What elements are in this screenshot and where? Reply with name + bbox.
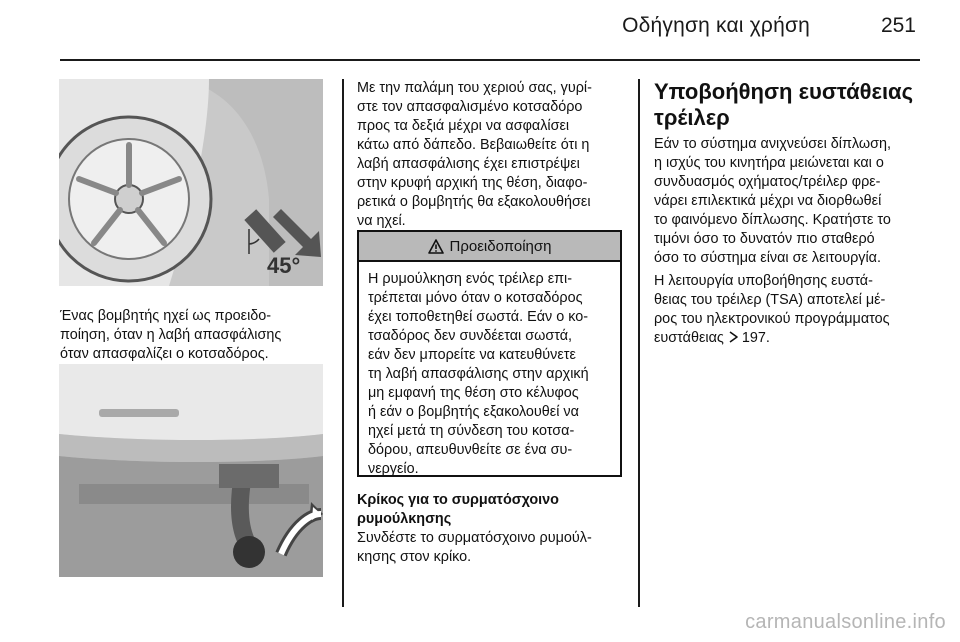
figure-caption: Ένας βομβητής ηχεί ως προειδο- ποίηση, όταν η λαβή απασφάλισης όταν απασφαλίζει ο κοτσαδόρος. [60, 308, 282, 362]
header-rule [60, 59, 920, 61]
figure-release-handle-drawing [59, 79, 323, 286]
page-number: 251 [880, 14, 916, 37]
tsa-heading: Υποβοήθηση ευστάθειας τρέιλερ [654, 79, 914, 130]
warning-triangle-icon [428, 239, 444, 254]
warning-box [357, 230, 622, 477]
figure-angle-label: 45° [267, 253, 301, 278]
tsa-paragraph-2 [654, 272, 934, 348]
page-reference-icon [728, 331, 739, 343]
towing-eye-heading: Κρίκος για το συρματόσχοινο ρυμούλκησης [357, 492, 559, 527]
warning-header [359, 232, 620, 262]
towing-eye-text: Συνδέστε το συρματόσχοινο ρυμούλ- κησης στον κρίκο. [357, 530, 592, 565]
figure-tow-hitch [59, 364, 323, 577]
tsa-paragraph-2-text: Η λειτουργία υποβοήθησης ευστά- θειας του τρέιλερ (TSA) αποτελεί μέ- ρος του ηλεκτρονικού προγράμματος ευστάθειας [654, 273, 890, 346]
tsa-reference-page[interactable]: 197. [741, 330, 770, 346]
column-divider-right [638, 79, 640, 607]
watermark: carmanualsonline.info [745, 611, 946, 633]
middle-intro-text: Με την παλάμη του χεριού σας, γυρί- στε τον απασφαλισμένο κοτσαδόρο προς τα δεξιά μέχρι να ασφαλίσει κάτω από δάπεδο. Βεβαιωθείτε ότι η λαβή απασφάλισης έχει επιστρέψει στην κρυφή αρχική της θέση, διαφο- ρετικά ο βομβητής θα εξακολουθήσει να ηχεί. [357, 80, 592, 229]
tsa-paragraph-1: Εάν το σύστημα ανιχνεύσει δίπλωση, η ισχύς του κινητήρα μειώνεται και ο συνδυασμός οχήματος/τρέιλερ φρε- νάρει επιλεκτικά μέχρι να διορθωθεί το φαινόμενο δίπλωσης. Κρατήστε το τιμόνι όσο το δυνατόν πιο σταθερό όσο το σύστημα είναι σε λειτουργία. [654, 136, 891, 266]
figure-release-handle [59, 79, 323, 286]
column-divider-left [342, 79, 344, 607]
figure-tow-hitch-drawing [59, 364, 323, 577]
warning-title: Προειδοποίηση [449, 237, 552, 255]
warning-body: Η ρυμούλκηση ενός τρέιλερ επι- τρέπεται μόνο όταν ο κοτσαδόρος έχει τοποθετηθεί σωστά. Εάν ο κο- τσαδόρος δεν συνδέεται σωστά, εάν δεν μπορείτε να κατευθύνετε τη λαβή απασφάλισης στην αρχική μη εμφανή της θέση στο κέλυφος ή εάν ο βομβητής εξακολουθεί να ηχεί μετά τη σύνδεση του κοτσα- δόρου, απευθυνθείτε σε ένα συ- νεργείο. [368, 271, 589, 477]
running-header-title: Οδήγηση και χρήση [622, 14, 810, 37]
